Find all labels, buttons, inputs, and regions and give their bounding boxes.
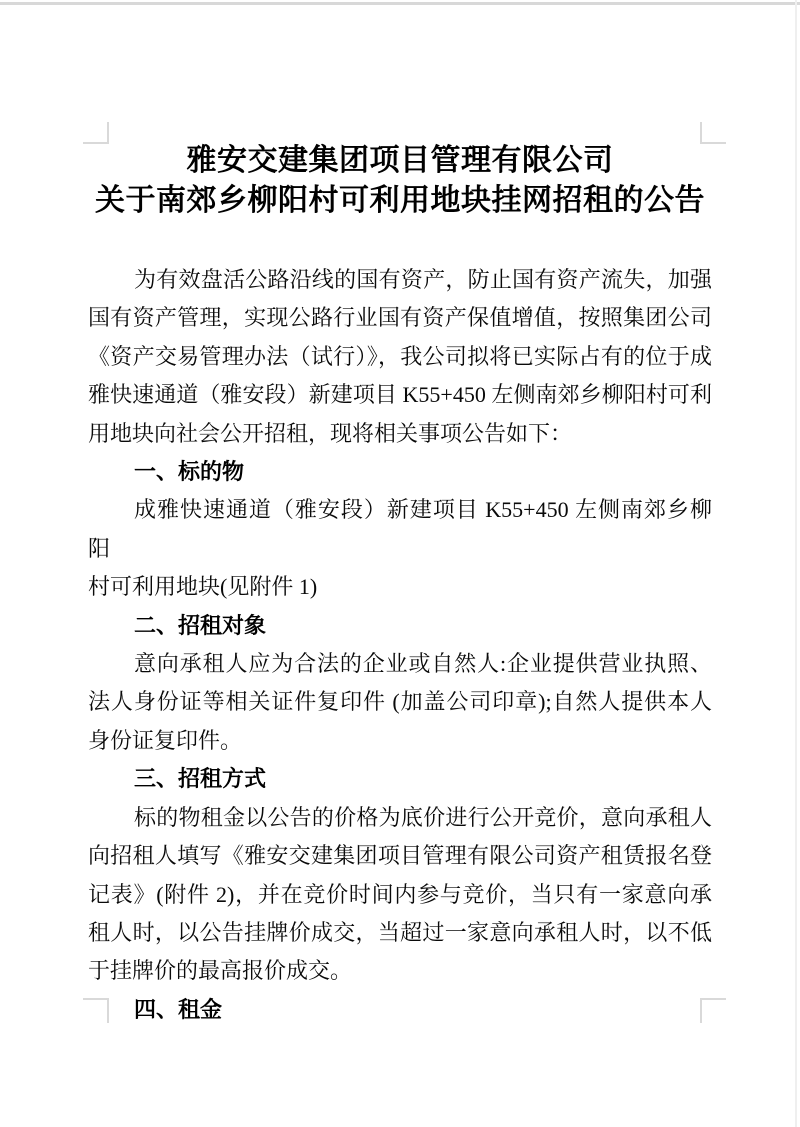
paragraph-line: 用地块向社会公开招租，现将相关事项公告如下： [88, 420, 573, 446]
document-content [88, 0, 712, 1029]
page-right-edge-line [795, 0, 797, 1127]
section-heading-1: 一、标的物 [134, 459, 245, 485]
paragraph-line: 租人时，以公告挂牌价成交，当超过一家意向承租人时，以不低 [88, 919, 712, 945]
section-heading-4: 四、租金 [134, 996, 223, 1022]
paragraph-line: 标的物租金以公告的价格为底价进行公开竞价，意向承租人 [134, 804, 712, 830]
doc-title-line-1: 雅安交建集团项目管理有限公司 [186, 144, 614, 177]
paragraph-line: 向招租人填写《雅安交建集团项目管理有限公司资产租赁报名登 [88, 843, 712, 869]
document-body [88, 261, 712, 1029]
paragraph-line: 雅快速通道（雅安段）新建项目 K55+450 左侧南郊乡柳阳村可利 [88, 382, 712, 408]
section-heading-2: 二、招租对象 [134, 612, 267, 638]
paragraph-line: 村可利用地块(见附件 1) [88, 574, 318, 600]
paragraph-line: 成雅快速通道（雅安段）新建项目 K55+450 左侧南郊乡柳阳 [88, 497, 712, 561]
paragraph-line: 于挂牌价的最高报价成交。 [88, 958, 353, 984]
paragraph-line: 国有资产管理，实现公路行业国有资产保值增值，按照集团公司 [88, 305, 712, 331]
paragraph-line: 《资产交易管理办法（试行）》，我公司拟将已实际占有的位于成 [88, 343, 712, 369]
document-title [88, 141, 712, 221]
paragraph-line: 意向承租人应为合法的企业或自然人:企业提供营业执照、 [134, 651, 712, 677]
paragraph-line: 记表》(附件 2)，并在竞价时间内参与竞价，当只有一家意向承 [88, 881, 712, 907]
doc-title-line-2: 关于南郊乡柳阳村可利用地块挂网招租的公告 [95, 184, 705, 217]
paragraph-line: 身份证复印件。 [88, 727, 243, 753]
section-heading-3: 三、招租方式 [134, 766, 267, 792]
paragraph-line: 为有效盘活公路沿线的国有资产，防止国有资产流失，加强 [134, 267, 712, 292]
paragraph-line: 法人身份证等相关证件复印件 (加盖公司印章);自然人提供本人 [88, 689, 712, 715]
